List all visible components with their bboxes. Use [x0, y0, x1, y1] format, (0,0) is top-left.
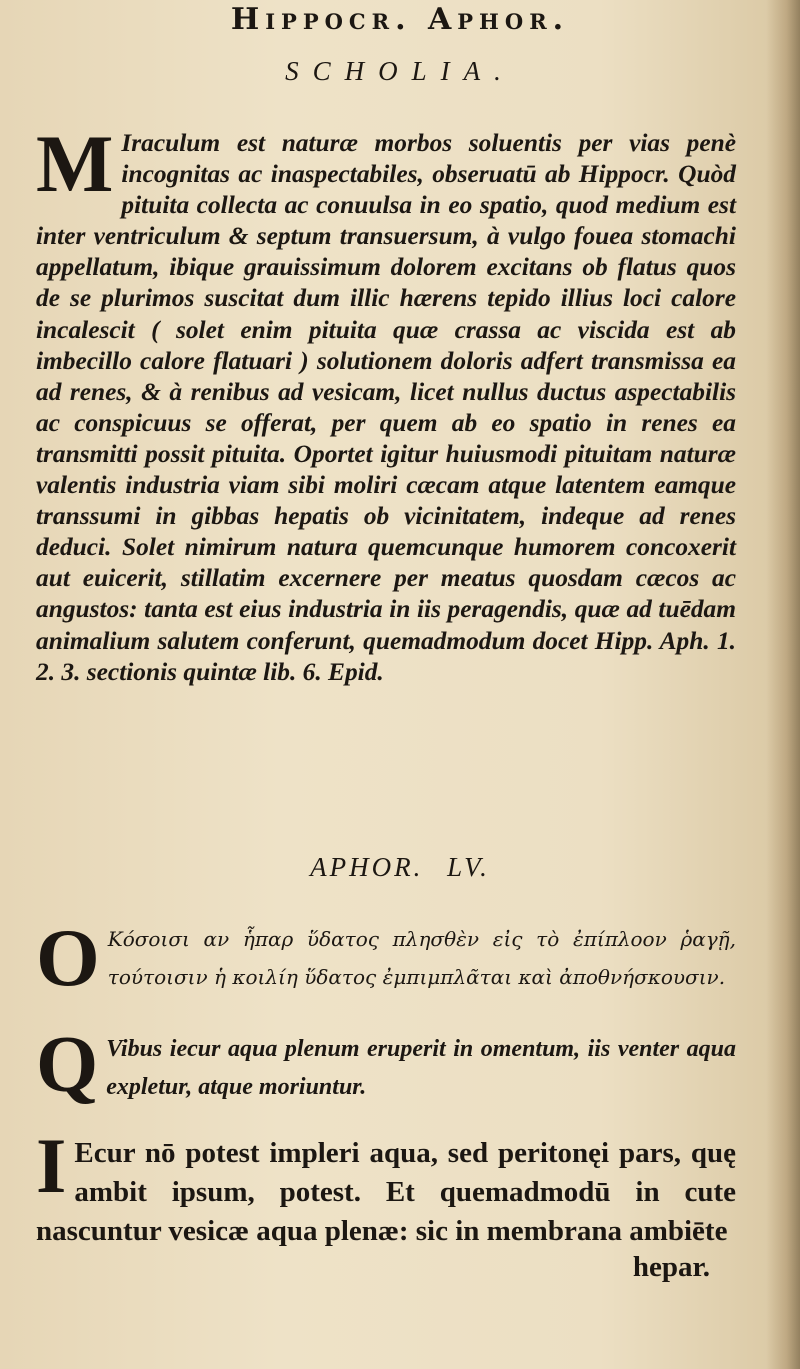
aphorism-heading: APHOR. LV.: [310, 852, 490, 882]
scholia-paragraph: [36, 118, 736, 688]
greek-block: [36, 912, 736, 1003]
section-title: SCHOLIA.: [285, 56, 515, 86]
running-head: Hippocr. Aphor.: [230, 2, 570, 37]
latin-text: Vibus iecur aqua plenum eruperit in omentum, iis venter aqua expletur, atque moriuntur.: [106, 1036, 736, 1100]
dropcap-i: I: [36, 1122, 67, 1209]
dropcap-o: O: [36, 912, 100, 1003]
commentary-last-line: hepar.: [632, 1251, 710, 1283]
greek-text: Κόσοισι αν ἧπαρ ὕδατος πλησθὲν εἰς τὸ ἐπίπλοον ῥαγῇ, τούτοισιν ἡ κοιλίη ὕδατος ἐμπιμπλᾶται καὶ ἀποθνήσκουσιν.: [107, 927, 736, 989]
commentary-paragraph: [36, 1122, 736, 1251]
dropcap-q: Q: [36, 1021, 99, 1109]
page-gutter-shadow: [766, 0, 800, 1369]
latin-paragraph: [36, 1021, 736, 1109]
commentary-text: Ecur nō potest impleri aqua, sed peritonęi pars, quę ambit ipsum, potest. Et quemadmodū in cute nascuntur vesicæ aqua plenæ: sic in membrana ambiēte: [36, 1137, 736, 1247]
commentary-block: [36, 1122, 736, 1284]
latin-translation-block: [36, 1021, 736, 1109]
scholia-block: [36, 118, 736, 688]
scholia-text: Iraculum est naturæ morbos soluentis per vias penè incognitas ac inaspectabiles, obseruatū ab Hippocr. Quòd pituita collecta ac conuulsa in eo spatio, quod medium est inter ventriculum & septum transuersum, à vulgo fouea stomachi appellatum, ibique grauissimum dolorem excitans ob flatus quos de se plurimos suscitat dum illic hærens tepido illius loci calore incalescit ( solet enim pituita quæ crassa ac viscida est ab imbecillo calore flatuari ) solutionem doloris adfert transmissa ea ad renes, & à renibus ad vesicam, licet nullus ductus aspectabilis ac conspicuus se offerat, per quem ab eo spatio in renes ea transmitti possit pituita. Oportet igitur huiusmodi pituitam naturæ valentis industria viam sibi moliri cæcam atque latentem eamque transsumi in gibbas hepatis ob vicinitatem, indeque ad renes deduci. Solet nimirum natura quemcunque humorem concoxerit aut euicerit, stillatim excernere per meatus quosdam cæcos ac angustos: tanta est eius industria in iis peragendis, quæ ad tuēdam animalium salutem conferunt, quemadmodum docet Hipp. Aph. 1. 2. 3. sectionis quintæ lib. 6. Epid.: [36, 129, 736, 686]
dropcap-m: M: [36, 118, 114, 209]
greek-paragraph: [36, 912, 736, 1003]
